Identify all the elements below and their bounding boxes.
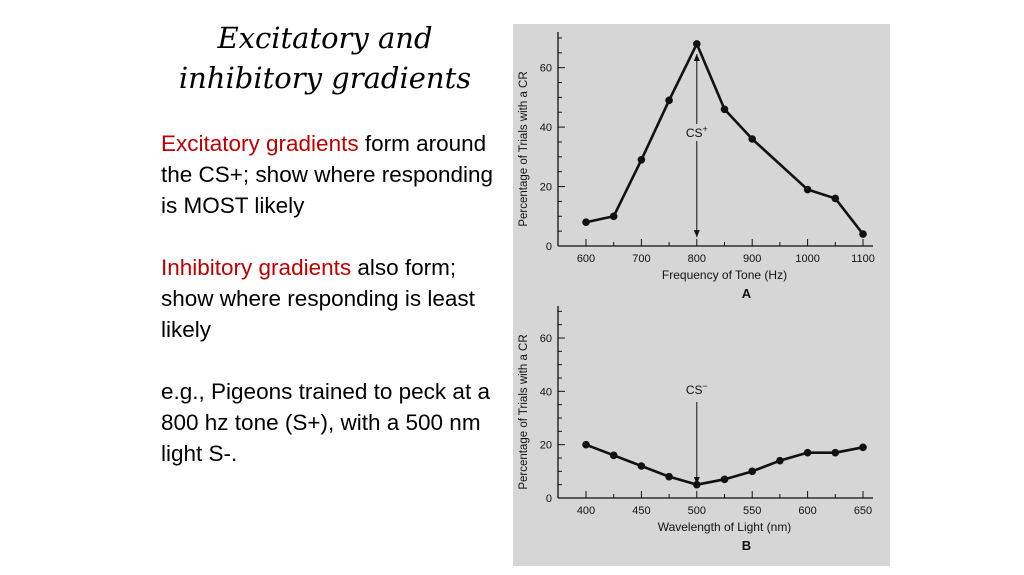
panel-b-data-point (638, 462, 646, 470)
panel-b-y-tick-label: 60 (539, 333, 552, 345)
panel-a-data-point (832, 195, 840, 203)
panel-a-x-tick-label: 1000 (795, 253, 820, 265)
panel-b-x-tick-label: 500 (687, 505, 706, 517)
panel-a-x-axis-title: Frequency of Tone (Hz) (661, 268, 788, 282)
panel-b-x-tick-label: 550 (743, 505, 762, 517)
panel-b-x-tick-label: 450 (632, 505, 651, 517)
panel-a-cs-arrow-head-down (694, 230, 700, 237)
panel-a-data-point (638, 156, 646, 164)
panel-a-x-tick-label: 900 (743, 253, 762, 265)
panel-b-data-point (859, 444, 867, 452)
panel-a-x-tick-label: 700 (632, 253, 651, 265)
figure-svg (513, 24, 890, 566)
panel-b-y-tick-label: 40 (539, 386, 552, 399)
panel-b-data-point (832, 449, 840, 457)
panel-b-data-point (748, 468, 756, 476)
paragraph-example: e.g., Pigeons trained to peck at a 800 hz tone (S+), with a 500 nm light S-. (161, 379, 490, 466)
panel-b-data-point (721, 476, 729, 484)
title-line-2: inhibitory gradients (178, 61, 472, 95)
panel-b-data-point (582, 441, 590, 449)
panel-a (518, 32, 875, 301)
slide-body (161, 128, 501, 500)
panel-a-data-point (748, 135, 756, 143)
panel-a-x-tick-label: 600 (576, 253, 596, 265)
panel-a-x-tick-label: 800 (687, 253, 706, 265)
panel-a-data-point (859, 230, 867, 238)
excitatory-highlight: Excitatory gradients (161, 131, 359, 156)
panel-a-cs-label: CS+ (685, 124, 708, 140)
panel-a-data-point (610, 212, 618, 220)
panel-a-y-tick-label: 40 (539, 122, 552, 135)
panel-a-series-line (586, 44, 863, 234)
panel-a-data-point (693, 40, 701, 48)
panel-a-data-point (582, 218, 590, 226)
panel-b-data-point (693, 481, 701, 489)
panel-a-y-tick-label: 60 (539, 62, 552, 75)
panel-b-x-tick-label: 650 (853, 505, 873, 517)
panel-b-y-axis-title: Percentage of Trials with a CR (518, 334, 530, 490)
panel-b-y-tick-label: 0 (545, 493, 552, 505)
panel-a-cs-arrow-head-up (694, 54, 700, 61)
inhibitory-text: also form; show where responding is least likely (161, 255, 475, 342)
slide-title (150, 18, 500, 98)
panel-b (518, 306, 873, 553)
paragraph-inhibitory (161, 252, 501, 345)
panel-b-label: B (741, 538, 752, 553)
panel-a-label: A (741, 286, 752, 301)
panel-a-data-point (665, 97, 673, 105)
panel-b-x-tick-label: 400 (576, 505, 596, 517)
panel-a-y-axis-title: Percentage of Trials with a CR (518, 71, 530, 227)
panel-a-y-tick-label: 20 (539, 181, 552, 194)
title-line-1: Excitatory and (217, 21, 433, 55)
inhibitory-highlight: Inhibitory gradients (161, 255, 352, 280)
panel-b-x-tick-label: 600 (798, 505, 817, 517)
panel-b-data-point (776, 457, 784, 465)
panel-a-data-point (721, 105, 729, 113)
panel-a-y-tick-label: 0 (545, 241, 552, 253)
panel-a-data-point (804, 186, 812, 194)
panel-b-data-point (610, 452, 618, 460)
excitatory-text: form around the CS+; show where responding is MOST likely (161, 131, 494, 218)
paragraph-excitatory (161, 128, 501, 221)
figure-scan (513, 24, 890, 566)
panel-b-cs-label: CS− (685, 381, 708, 397)
panel-b-data-point (804, 449, 812, 457)
panel-b-x-axis-title: Wavelength of Light (nm) (657, 520, 792, 534)
panel-a-x-tick-label: 1100 (851, 253, 875, 265)
panel-b-y-tick-label: 20 (539, 439, 552, 452)
panel-b-data-point (665, 473, 673, 481)
